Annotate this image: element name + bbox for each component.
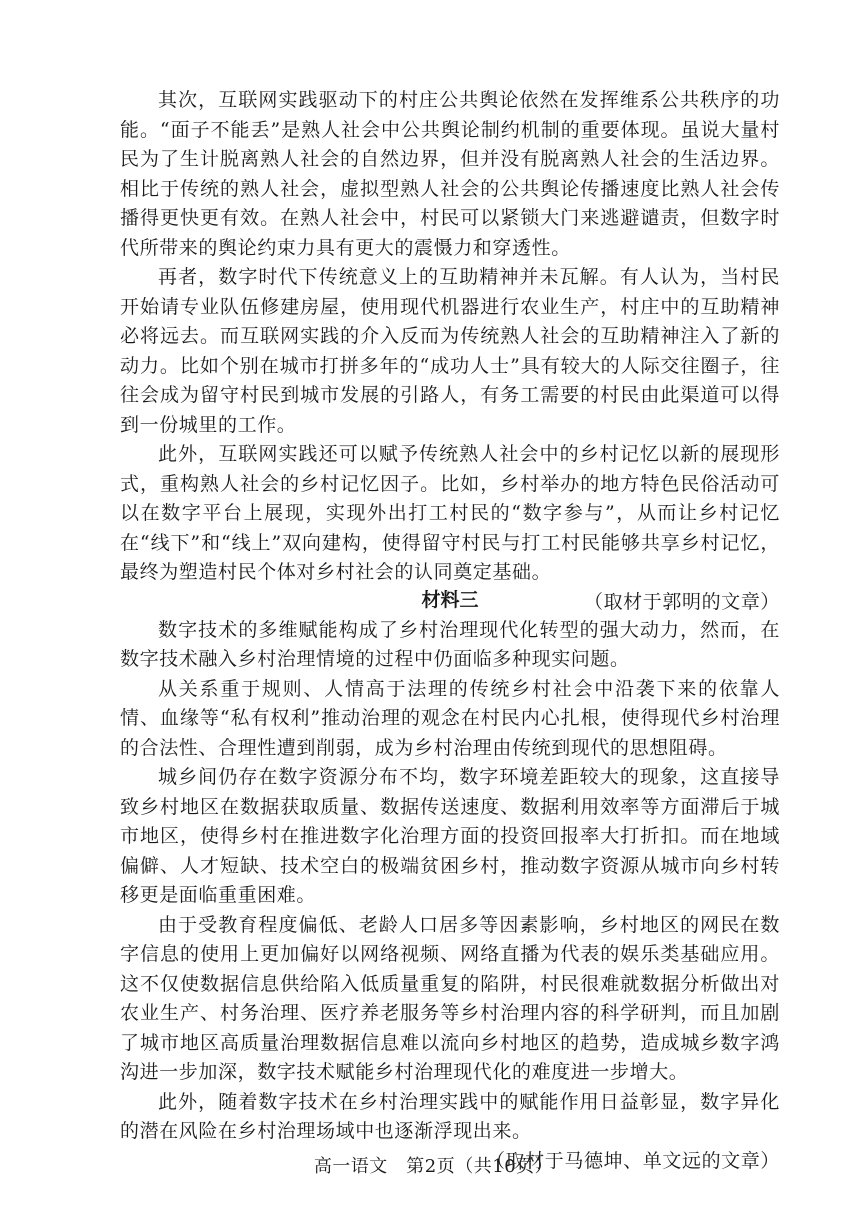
paragraph: 此外，互联网实践还可以赋予传统熟人社会中的乡村记忆以新的展现形式，重构熟人社会的乡村记忆因子。比如，乡村举办的地方特色民俗活动可以在数字平台上展现，实现外出打工村民的“数字参与”，从而让乡村记忆在“线下”和“线上”双向建构，使得留守村民与打工村民能够共享乡村记忆，最终为塑造村民个体对乡村社会的认同奠定基础。 bbox=[120, 443, 780, 583]
page-footer: 高一语文 第2页（共10页） bbox=[313, 1156, 554, 1177]
paragraph: 从关系重于规则、人情高于法理的传统乡村社会中沿袭下来的依靠人情、血缘等“私有权利”推动治理的观念在村民内心扎根，使得现代乡村治理的合法性、合理性遭到削弱，成为乡村治理由传统到现代的思想阻碍。 bbox=[120, 677, 780, 759]
paragraph: 再者，数字时代下传统意义上的互助精神并未瓦解。有人认为，当村民开始请专业队伍修建房屋，使用现代机器进行农业生产，村庄中的互助精神必将远去。而互联网实践的介入反而为传统熟人社会的互助精神注入了新的动力。比如个别在城市打拼多年的“成功人士”具有较大的人际交往圈子，往往会成为留守村民到城市发展的引路人，有务工需要的村民由此渠道可以得到一份城里的工作。 bbox=[120, 266, 780, 436]
section-title: 材料三 bbox=[421, 589, 479, 611]
paragraph: 城乡间仍存在数字资源分布不均，数字环境差距较大的现象，这直接导致乡村地区在数据获取质量、数据传送速度、数据利用效率等方面滞后于城市地区，使得乡村在推进数字化治理方面的投资回报率大打折扣。而在地域偏僻、人才短缺、技术空白的极端贫困乡村，推动数字资源从城市向乡村转移更是面临重重困难。 bbox=[120, 766, 780, 906]
material-two-continuation bbox=[120, 86, 780, 617]
paragraph: 此外，随着数字技术在乡村治理实践中的赋能作用日益彰显，数字异化的潜在风险在乡村治理场域中也逐渐浮现出来。 bbox=[120, 1090, 780, 1142]
material-three bbox=[120, 586, 780, 1176]
paragraph: 数字技术的多维赋能构成了乡村治理现代化转型的强大动力，然而，在数字技术融入乡村治理情境的过程中仍面临多种现实问题。 bbox=[120, 618, 780, 670]
source-citation: （取材于马德坤、单文远的文章） bbox=[485, 1149, 780, 1172]
paragraph: 其次，互联网实践驱动下的村庄公共舆论依然在发挥维系公共秩序的功能。“面子不能丢”是熟人社会中公共舆论制约机制的重要体现。虽说大量村民为了生计脱离熟人社会的自然边界，但并没有脱离熟人社会的生活边界。相比于传统的熟人社会，虚拟型熟人社会的公共舆论传播速度比熟人社会传播得更快更有效。在熟人社会中，村民可以紧锁大门来逃避谴责，但数字时代所带来的舆论约束力具有更大的震慑力和穿透性。 bbox=[120, 89, 780, 259]
source-citation: （取材于郭明的文章） bbox=[583, 590, 780, 613]
paragraph: 由于受教育程度偏低、老龄人口居多等因素影响，乡村地区的网民在数字信息的使用上更加偏好以网络视频、网络直播为代表的娱乐类基础应用。这不仅使数据信息供给陷入低质量重复的陷阱，村民很难就数据分析做出对农业生产、村务治理、医疗养老服务等乡村治理内容的科学研判，而且加剧了城市地区高质量治理数据信息难以流向乡村地区的趋势，造成城乡数字鸿沟进一步加深，数字技术赋能乡村治理现代化的难度进一步增大。 bbox=[120, 913, 780, 1083]
